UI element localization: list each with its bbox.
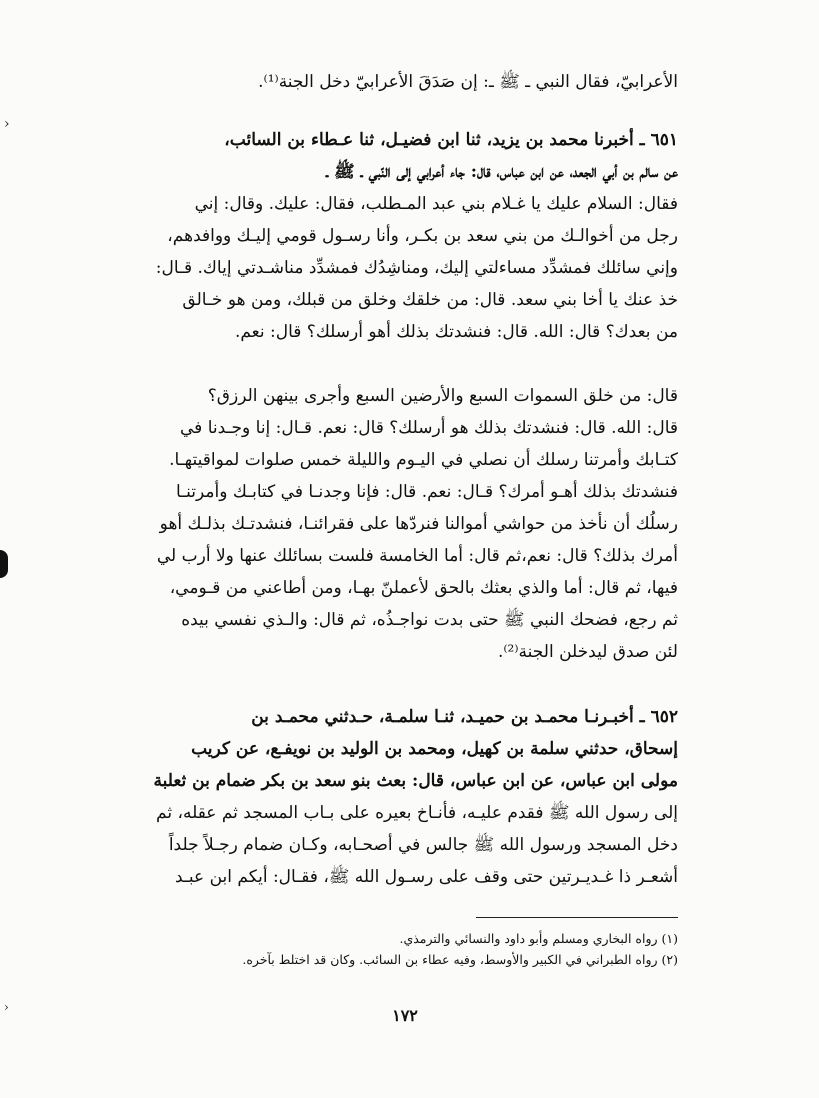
text-line: ثم رجع، فضحك النبي ﷺ حتى بدت نواجـذُه، ثم قال: والـذي نفسي بيده <box>181 610 678 630</box>
text-line: خذ عنك يا أخا بني سعد. قال: من خلقك وخلق من قبلك، ومن هو خـالق <box>182 290 678 310</box>
text-line: من بعدك؟ قال: الله. قال: فنشدتك بذلك أهو أرسلك؟ قال: نعم. <box>234 322 678 342</box>
text-line: رجل من أخوالـك من بني سعد بن بكـر، وأنا رسـول قومي إليـك ووافدهم، <box>167 226 678 246</box>
scan-margin-mark: › <box>4 116 10 132</box>
text-line: دخل المسجد ورسول الله ﷺ جالس في أصحـابه، وكـان ضمام رجـلاً جلداً <box>168 835 678 855</box>
hadith-651-continuation-paragraph <box>130 380 678 668</box>
continuation-text <box>130 66 678 98</box>
text-line: قال: من خلق السموات السبع والأرضين السبع وأجرى بينهن الرزق؟ <box>207 386 678 406</box>
text-line: أمرك بذلك؟ قال: نعم،ثم قال: أما الخامسة فلست بسائلك عنها ولا أرب لي <box>156 546 678 566</box>
footnote-2: (٢) رواه الطبراني في الكبير والأوسط، وفيه عطاء بن السائب. وكان قد اختلط بآخره. <box>242 952 678 967</box>
hadith-652-isnad-line: إسحاق، حدثني سلمة بن كهيل، ومحمد بن الوليد بن نويفـع، عن كريب <box>191 739 678 759</box>
text-line: قال: الله. قال: فنشدتك بذلك هو أرسلك؟ قال: نعم. قـال: إنا وجـدنا في <box>180 418 678 438</box>
text-line: لئن صدق ليدخلن الجنة⁽²⁾. <box>497 642 678 662</box>
hadith-652-paragraph <box>130 701 678 893</box>
hadith-651-isnad-line: عن سالم بن أبي الجعد، عن ابن عباس، قال: جاء أعرابي إلى النّبي ـ ﷺ ـ <box>326 162 678 182</box>
hadith-651-isnad-line: ٦٥١ ـ أخبرنا محمد بن يزيد، ثنا ابن فضيـل، ثنا عـطاء بن السائب، <box>224 130 678 150</box>
page-number: ١٧٢ <box>392 1006 418 1025</box>
hadith-652-isnad-line: مولى ابن عباس، عن ابن عباس، قال: بعث بنو سعد بن بكر ضمام بن ثعلبة <box>153 771 678 791</box>
hadith-652-isnad-line: ٦٥٢ ـ أخبـرنـا محمـد بن حميـد، ثنـا سلمـة، حـدثني محمـد بن <box>251 707 678 727</box>
footnote-divider <box>476 917 678 918</box>
scan-margin-blot <box>0 550 8 578</box>
text-line: رسلُك أن نأخذ من حواشي أموالنا فنردّها على فقرائنـا، فنشدتـك بذلـك أهو <box>159 514 678 534</box>
text-line: فيها، ثم قال: أما والذي بعثك بالحق لأعملنّ بهـا، ومن أطاعني من قـومي، <box>169 578 678 598</box>
hadith-651-paragraph <box>130 124 678 348</box>
text-line: وإني سائلك فمشدِّد مساءلتي إليك، ومناشِدُك فمشدِّد مناشـدتي إياك. قـال: <box>155 258 678 278</box>
text-line: إلى رسول الله ﷺ فقدم عليـه، فأنـاخ بعيره على بـاب المسجد ثم عقله، ثم <box>156 803 678 823</box>
text-line: الأعرابيّ، فقال النبي ـ ﷺ ـ: إن صَدَقَ الأعرابيّ دخل الجنة⁽¹⁾. <box>258 72 678 92</box>
text-line: فنشدتك بذلك أهـو أمرك؟ قـال: نعم. قال: فإنا وجدنـا في كتابـك وأمرتنـا <box>175 482 678 502</box>
text-line: كتـابك وأمرتنا رسلك أن نصلي في اليـوم والليلة خمس صلوات لمواقيتهـا. <box>169 450 678 470</box>
text-line: فقال: السلام عليك يا غـلام بني عبد المـطلب، فقال: عليك. وقال: إني <box>194 194 678 214</box>
footnotes <box>242 928 678 970</box>
text-line: أشعـر ذا غـديـرتين حتى وقف على رسـول الله ﷺ، فقـال: أيكم ابن عبـد <box>175 867 678 887</box>
scan-margin-mark: › <box>4 1000 9 1014</box>
footnote-1: (١) رواه البخاري ومسلم وأبو داود والنسائي والترمذي. <box>399 931 678 946</box>
